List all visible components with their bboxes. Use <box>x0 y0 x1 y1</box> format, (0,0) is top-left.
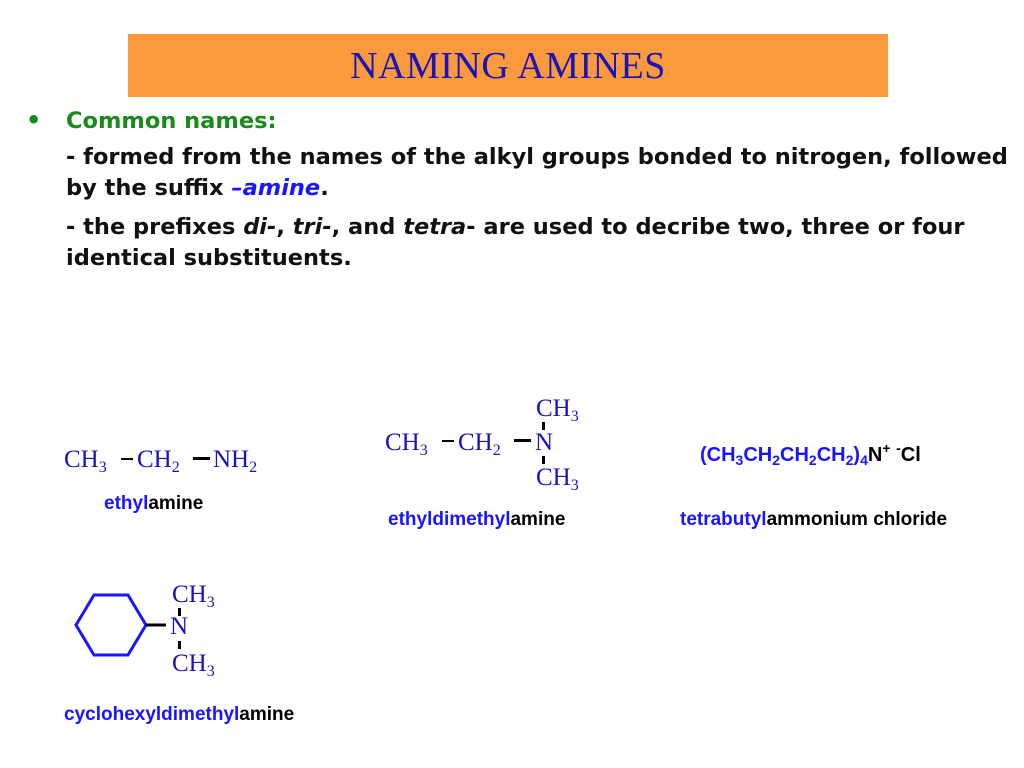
formula-part: CH <box>743 444 773 466</box>
bond-line <box>514 439 531 442</box>
atom-ch: CH <box>536 395 571 422</box>
caption-cyclohexyldimethylamine <box>64 704 294 726</box>
sub: 3 <box>570 408 579 425</box>
ring-outline <box>76 595 146 655</box>
atom-ch2: CH <box>458 429 493 456</box>
para2-comma1: , <box>276 214 293 240</box>
atom-ch: CH <box>64 446 99 473</box>
caption-suffix: ammonium chloride <box>766 509 948 530</box>
sub: 3 <box>419 442 428 459</box>
suffix-amine: –amine <box>231 175 321 201</box>
atom-n <box>535 429 553 457</box>
bond-line <box>178 641 181 649</box>
ethyldimethyl-ch2 <box>458 429 501 460</box>
para2-rest: - are used to decribe two, three or four identical substituents. <box>66 214 965 271</box>
charge-minus: - <box>896 440 901 456</box>
atom-cl: Cl <box>900 444 921 466</box>
sub: 3 <box>206 594 215 611</box>
formula-part: CH <box>816 444 846 466</box>
ethylamine-nh2 <box>213 446 257 477</box>
caption-tetrabutylammonium <box>680 509 947 531</box>
bond-line <box>442 440 454 442</box>
sub: 4 <box>860 452 868 468</box>
charge-plus: + <box>882 440 891 456</box>
bullet-dot-icon: • <box>26 106 42 134</box>
sub: 3 <box>206 663 215 680</box>
bullet-list <box>26 106 1016 274</box>
atom-ch: CH <box>172 650 207 677</box>
prefix-tetra: tetra <box>403 214 467 240</box>
ethylamine-ch2 <box>137 446 180 477</box>
para2-text: - the prefixes <box>66 214 244 240</box>
caption-suffix: amine <box>239 704 295 725</box>
sub: 2 <box>808 452 817 468</box>
caption-prefix: tetrabutyl <box>680 509 767 530</box>
formula-part: (CH <box>700 444 736 466</box>
caption-suffix: amine <box>148 493 204 514</box>
atom-n-label: N <box>867 444 883 466</box>
bullet-item <box>26 106 1016 134</box>
bullet-label: Common names: <box>66 108 277 134</box>
formula-part: CH <box>780 444 809 466</box>
prefix-tri: tri- <box>292 214 332 240</box>
caption-prefix: ethyldimethyl <box>388 509 511 530</box>
atom-ch: CH <box>536 464 571 491</box>
sub: 2 <box>249 459 258 476</box>
sub: 2 <box>772 452 781 468</box>
ethyldimethyl-ch3 <box>385 429 428 460</box>
formula-group <box>700 444 868 466</box>
title-banner <box>128 34 888 97</box>
ethylamine-formula <box>64 446 107 477</box>
para2-comma2: , and <box>331 214 404 240</box>
paragraph-suffix <box>66 142 1016 204</box>
sub: 2 <box>171 459 180 476</box>
sub: 2 <box>845 452 854 468</box>
bond-line <box>193 457 210 460</box>
atom-ch: CH <box>385 429 420 456</box>
sub: 3 <box>570 477 579 494</box>
paragraph-prefixes <box>66 212 1016 274</box>
bond-line <box>121 458 133 460</box>
sub: 2 <box>492 442 501 459</box>
caption-prefix: ethyl <box>104 493 149 514</box>
prefix-di: di- <box>243 214 277 240</box>
sub: 3 <box>735 452 744 468</box>
bond-line <box>542 456 545 464</box>
cyclo-ch3-bottom <box>172 650 215 681</box>
formula-part: ) <box>853 444 861 466</box>
atom-n-label: N <box>170 613 189 640</box>
caption-suffix: amine <box>510 509 566 530</box>
atom-n-label: N <box>535 429 554 456</box>
page-title: NAMING AMINES <box>350 44 666 87</box>
cyclohexane-ring-icon <box>60 585 170 669</box>
ch3-bottom <box>536 464 579 495</box>
caption-ethyldimethylamine <box>388 509 565 531</box>
tetrabutylammonium-formula <box>700 440 921 468</box>
atom-ch: CH <box>172 581 207 608</box>
atom-nh: NH <box>213 446 250 473</box>
caption-ethylamine <box>104 493 203 515</box>
atom-ch2: CH <box>137 446 172 473</box>
cyclo-atom-n <box>170 613 188 641</box>
sub: 3 <box>98 459 107 476</box>
caption-prefix: cyclohexyldimethyl <box>64 704 240 725</box>
para1-text: - formed from the names of the alkyl groups bonded to nitrogen, followed by the suffix <box>66 144 1008 201</box>
para1-end: . <box>320 175 329 201</box>
